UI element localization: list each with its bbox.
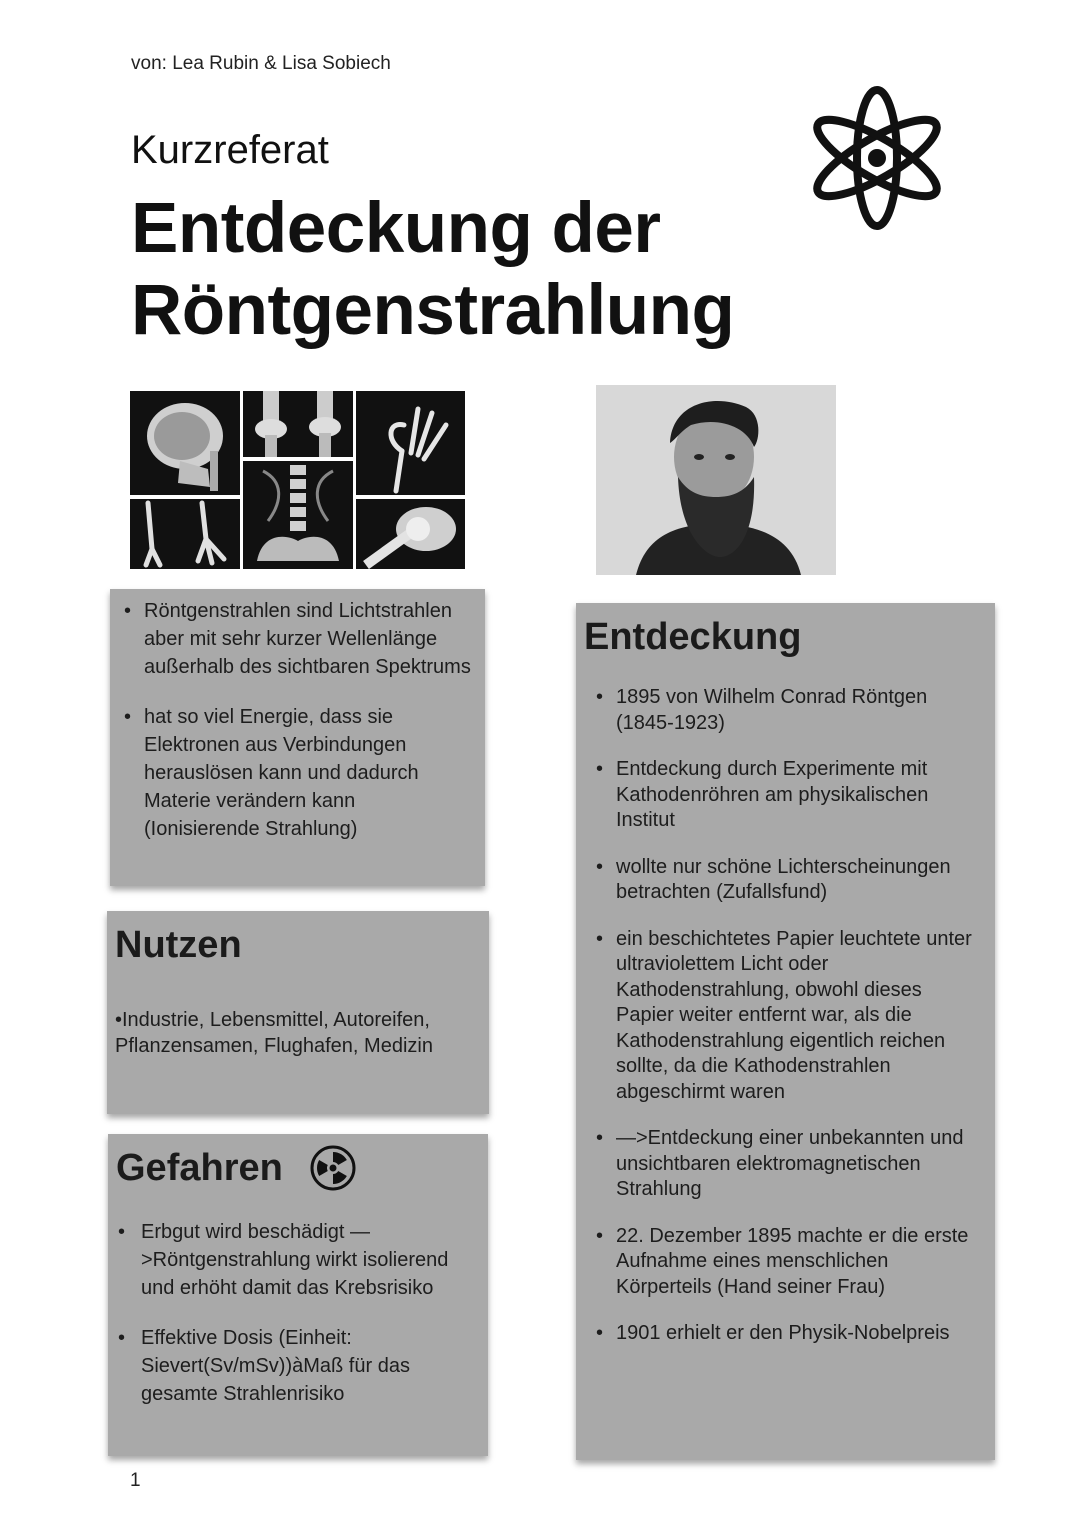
- xray-skull: [130, 391, 240, 495]
- page-number: 1: [130, 1470, 141, 1491]
- list-item: • —>Entdeckung einer unbekannten und unsichtbaren elektromagnetischen Strahlung: [584, 1126, 985, 1203]
- list-item: • wollte nur schöne Lichterscheinungen betrachten (Zufallsfund): [584, 855, 985, 906]
- nutzen-text: •Industrie, Lebensmittel, Autoreifen, Pflanzensamen, Flughafen, Medizin: [115, 1009, 433, 1057]
- list-item: • 22. Dezember 1895 machte er die erste Aufnahme eines menschlichen Körperteils (Hand seiner Frau): [584, 1224, 985, 1301]
- xray-hand-ok: [356, 391, 465, 495]
- xray-foot: [130, 499, 240, 569]
- xray-knee: [243, 391, 353, 457]
- gefahren-list: [116, 1218, 480, 1408]
- list-item: • Effektive Dosis (Einheit: Sievert(Sv/mSv))àMaß für das gesamte Strahlenrisiko: [116, 1324, 480, 1408]
- radiation-icon: [309, 1144, 357, 1192]
- title-line-2: Röntgenstrahlung: [131, 271, 735, 350]
- list-item: • Erbgut wird beschädigt —>Röntgenstrahlung wirkt isolierend und erhöht damit das Krebsrisiko: [116, 1218, 480, 1302]
- list-item: • 1901 erhielt er den Physik-Nobelpreis: [584, 1321, 985, 1347]
- nutzen-heading: Nutzen: [115, 924, 242, 966]
- entdeckung-list: [584, 685, 985, 1347]
- entdeckung-card: [576, 603, 995, 1460]
- xray-shoulder: [356, 499, 465, 569]
- list-item: • 1895 von Wilhelm Conrad Röntgen (1845-1923): [584, 685, 985, 736]
- xray-collage-image: [130, 391, 465, 569]
- authors: von: Lea Rubin & Lisa Sobiech: [131, 53, 391, 74]
- list-item: • Röntgenstrahlen sind Lichtstrahlen aber mit sehr kurzer Wellenlänge außerhalb des sichtbaren Spektrums: [122, 597, 475, 681]
- gefahren-card: [108, 1134, 488, 1456]
- intro-list: [122, 597, 475, 843]
- xray-spine: [243, 461, 353, 569]
- intro-card: [110, 589, 485, 886]
- nutzen-card: [107, 911, 489, 1114]
- list-item: • ein beschichtetes Papier leuchtete unter ultraviolettem Licht oder Kathodenstrahlung, obwohl dieses Papier weiter entfernt war, als die Kathodenstrahlung eigentlich reichen sollte, da die Kathodenstrahlen abgeschirmt waren: [584, 927, 985, 1106]
- gefahren-header: [116, 1144, 480, 1192]
- list-item: • hat so viel Energie, dass sie Elektronen aus Verbindungen herauslösen kann und dadurch Materie verändern kann (Ionisierende Strahlung): [122, 703, 475, 843]
- gefahren-heading: Gefahren: [116, 1147, 283, 1189]
- title-line-1: Entdeckung der: [131, 189, 661, 268]
- portrait-photo: [596, 385, 836, 575]
- entdeckung-heading: Entdeckung: [584, 616, 802, 658]
- kicker: Kurzreferat: [131, 128, 329, 172]
- page-title: [131, 188, 734, 352]
- list-item: • Entdeckung durch Experimente mit Kathodenröhren am physikalischen Institut: [584, 757, 985, 834]
- atom-icon: [806, 80, 948, 236]
